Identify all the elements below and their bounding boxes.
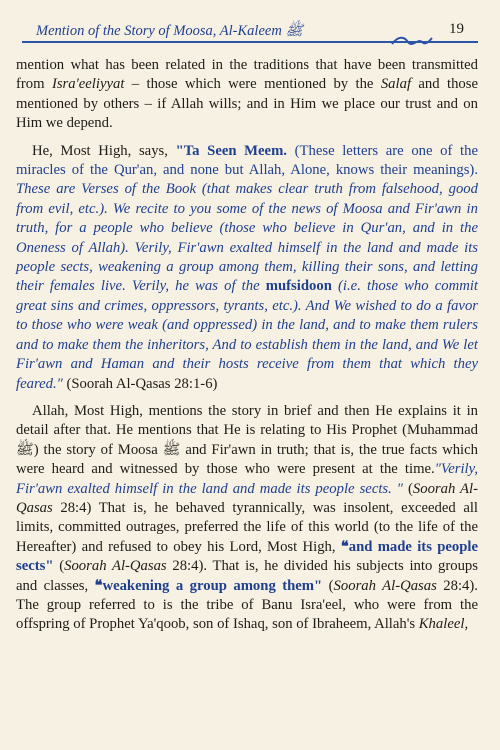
p3-quote-3: ❝weakening a group among them" [94,577,323,594]
paragraph-3 [16,402,478,635]
p1-term-israeeliyyat: Isra'eeliyyat [51,76,125,93]
p3-text-g: ( [53,558,65,575]
p2-term-mufsidoon: mufsidoon [265,278,332,295]
p2-verse-text: These are Verses of the Book (that makes clear truth from falsehood, good from evil, etc.). We recite to you some of the news of Moosa and Fir'awn in truth, for a people who believe (those who believe in Qur'an, and in the Oneness of Allah). Verily, Fir'awn exalted himself in the land and made its people sects, weakening a group among them, killing their sons, and letting their females live. Verily, he was of the [16,181,478,295]
p3-quote-2: ❝and made its people sects" [16,538,478,575]
p1-text-a: mention what has been related in the traditions that have been transmitted from [16,57,478,93]
p2-verse-text-end: (i.e. those who commit great sins and crimes, oppressors, tyrants, etc.). And We wished to do a favor to those who were weak (and oppressed) in the land, and to make them rulers and to make them the inheritors, And to establish them in the land, and We let Fir'awn and Haman and their hosts receive from them that which they feared." [16,278,478,392]
p3-text-k: ( [322,577,334,594]
p2-text-a: He, Most High, says, [32,142,176,159]
paragraph-1 [16,56,478,134]
p3-quote-1: "Verily, Fir'awn exalted himself in the land and made its people sects. " [16,461,478,497]
p3-soorah-2: Soorah Al-Qasas [64,558,167,575]
page-body [16,56,478,643]
page-header [22,14,478,44]
p1-term-salaf: Salaf [380,76,412,93]
p3-term-khaleel: Khaleel, [418,616,469,633]
p2-citation: (Soorah Al-Qasas 28:1-6) [62,375,218,392]
running-title: Mention of the Story of Moosa, Al-Kaleem ﷺ [36,23,303,39]
p2-note: (These letters are one of the miracles of the Qur'an, and none but Allah, Alone, knows their meanings). [16,142,478,179]
header-rule [22,41,478,43]
p3-text-m: 28:4). The group referred to is the tribe of Banu Isra'eel, who were from the offspring of Prophet Ya'qoob, son of Ishaq, son of Ibraheem, Allah's [16,577,478,633]
p3-soorah-1: Soorah Al-Qasas [16,480,478,516]
p3-text-a: Allah, Most High, mentions the story in brief and then He explains it in detail after that. He mentions that He is relating to His Prophet (Muhammad ﷺ) the story of Moosa ﷺ and Fir'awn in truth; that is, the true facts which were heard and witnessed by those who were present at the time. [16,402,478,478]
p3-text-c: ( [402,480,413,497]
p1-text-c: – those which were mentioned by the [124,76,381,93]
p3-text-e: 28:4) That is, he behaved tyrannically, was insolent, exceeded all limits, committed outrages, preferred the life of this world (to the life of the Hereafter) and refused to obey his Lord, Most High, [16,499,478,555]
paragraph-2 [16,142,478,394]
p2-verse-opening: "Ta Seen Meem. [175,142,287,159]
p3-text-i: 28:4). That is, he divided his subjects into groups and classes, [16,558,478,594]
p1-text-e: and those mentioned by others – if Allah wills; and in Him we place our trust and on Him we depend. [16,76,478,132]
p3-soorah-3: Soorah Al-Qasas [333,577,437,594]
page-number: 19 [449,21,464,37]
